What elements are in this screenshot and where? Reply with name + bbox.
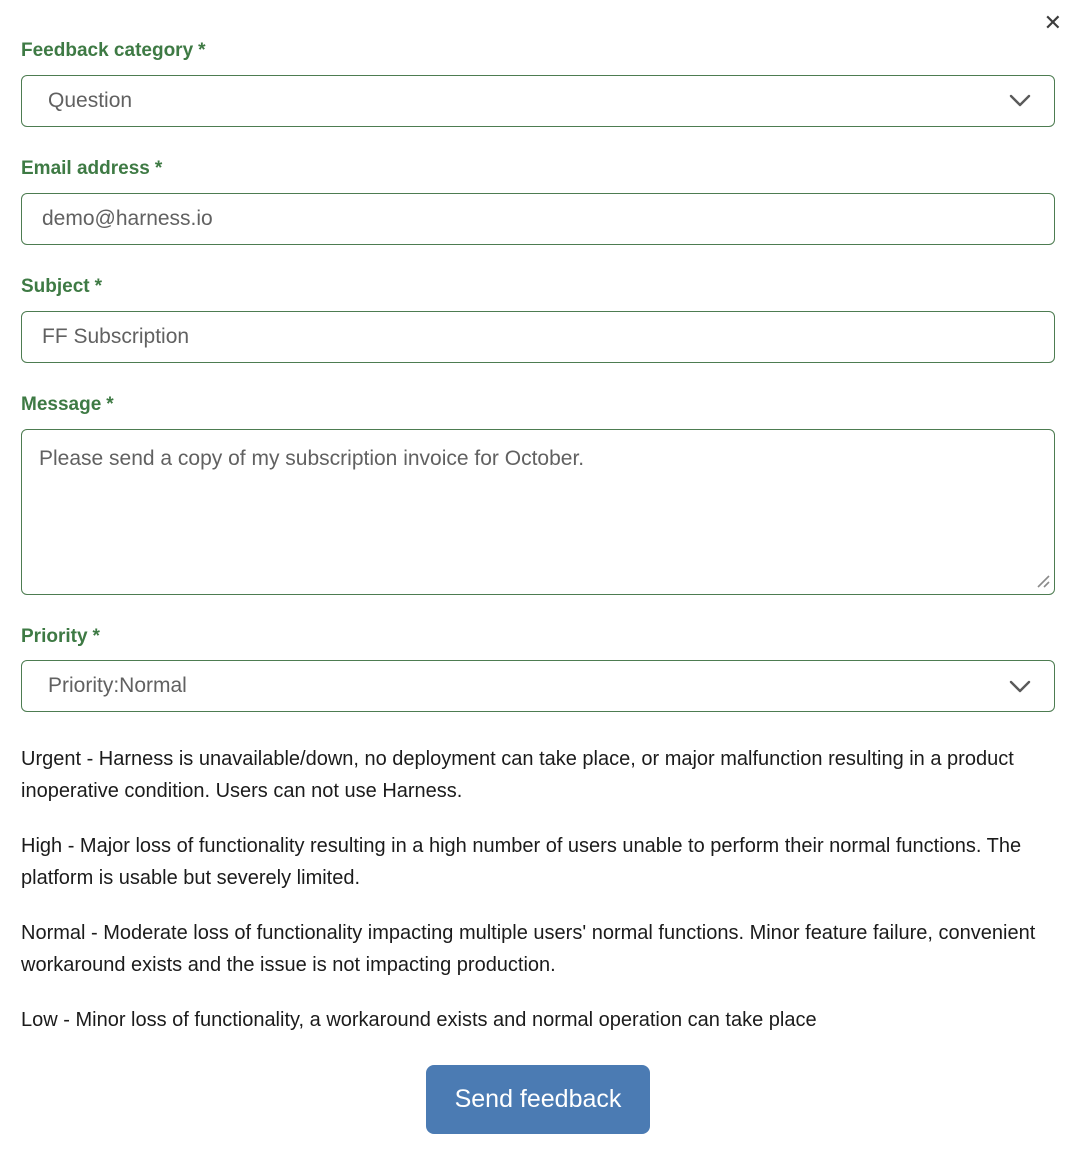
feedback-category-label-text: Feedback category [21, 40, 194, 61]
priority-help-urgent: Urgent - Harness is unavailable/down, no deployment can take place, or major malfunction resulting in a product inoperative condition. Users can not use Harness. [21, 748, 1014, 803]
priority-value: Priority:Normal [48, 674, 187, 698]
message-group [21, 395, 1055, 595]
feedback-category-label [21, 41, 1055, 62]
email-label-text: Email address [21, 157, 150, 179]
priority-help-normal: Normal - Moderate loss of functionality impacting multiple users' normal functions. Minor feature failure, convenient workaround exists and the issue is not impacting production. [21, 922, 1036, 977]
email-label [21, 159, 1055, 180]
feedback-category-select[interactable] [21, 75, 1055, 127]
message-textarea-wrap [21, 429, 1055, 595]
feedback-category-value: Question [48, 88, 133, 112]
subject-label-text: Subject [21, 275, 90, 297]
message-label [21, 395, 1055, 416]
priority-help-high: High - Major loss of functionality resulting in a high number of users unable to perform their normal functions. The platform is usable but severely limited. [21, 835, 1022, 890]
send-feedback-button[interactable]: Send feedback [426, 1065, 651, 1134]
email-input[interactable] [21, 193, 1055, 245]
subject-input[interactable] [21, 311, 1055, 363]
close-icon: ✕ [1043, 10, 1062, 35]
priority-select[interactable] [21, 660, 1055, 712]
chevron-down-icon [1009, 680, 1031, 693]
required-asterisk: * [94, 275, 103, 297]
message-textarea[interactable] [21, 429, 1055, 595]
feedback-category-group [21, 41, 1055, 127]
submit-row [21, 1065, 1055, 1134]
priority-label-text: Priority [21, 625, 88, 647]
priority-label [21, 627, 1055, 648]
subject-label [21, 277, 1055, 298]
required-asterisk: * [92, 625, 100, 647]
message-label-text: Message [21, 393, 102, 415]
priority-help [21, 743, 1055, 1036]
close-button[interactable] [1040, 8, 1066, 38]
required-asterisk: * [154, 157, 163, 179]
required-asterisk: * [106, 393, 114, 415]
email-group [21, 159, 1055, 245]
priority-group [21, 627, 1055, 713]
chevron-down-icon [1009, 94, 1031, 107]
required-asterisk: * [198, 40, 206, 61]
subject-group [21, 277, 1055, 363]
priority-help-low: Low - Minor loss of functionality, a workaround exists and normal operation can take place [21, 1009, 817, 1032]
